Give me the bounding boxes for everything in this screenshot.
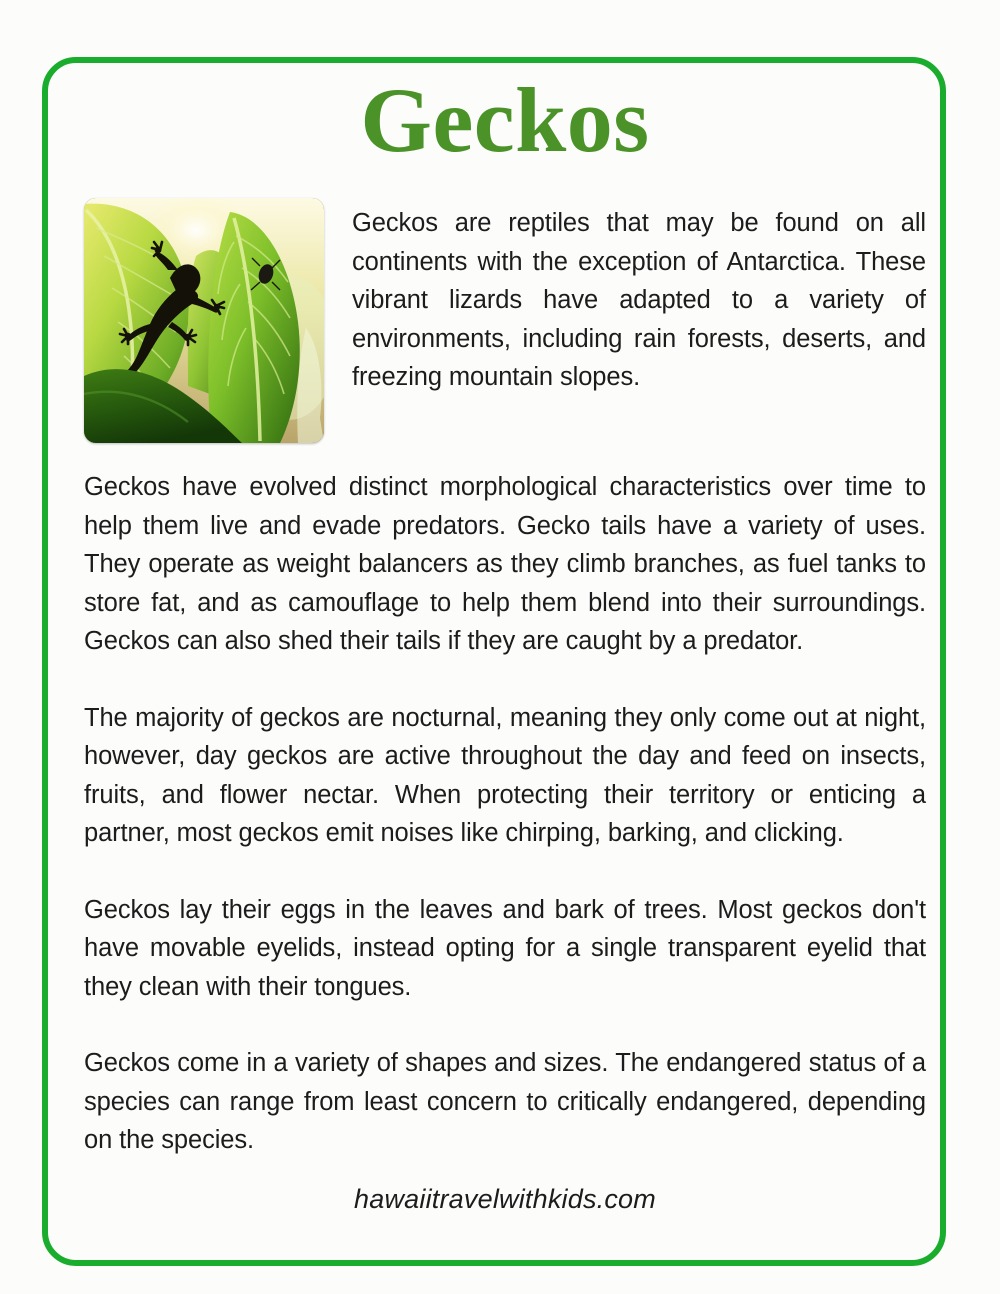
gecko-leaf-illustration <box>84 198 324 443</box>
intro-paragraph: Geckos are reptiles that may be found on all continents with the exception of Antarctica. These vibrant lizards have adapted to a variety of environments, including rain forests, deserts, and freezing mountain slopes. <box>352 209 926 391</box>
spacer <box>84 1006 926 1044</box>
paragraph-2: Geckos have evolved distinct morphological characteristics over time to help them live and evade predators. Gecko tails have a variety of uses. They operate as weight balancers as they climb branches, as fuel tanks to store fat, and as camouflage to help them blend into their surroundings. Geckos can also shed their tails if they are caught by a predator. <box>84 473 926 655</box>
spacer <box>84 442 926 468</box>
source-attribution: hawaiitravelwithkids.com <box>354 1183 656 1214</box>
page-title: Geckos <box>360 69 650 171</box>
intro-block <box>84 192 926 442</box>
page-content <box>84 69 926 1252</box>
gecko-on-leaf-photo <box>84 198 324 443</box>
paragraph-5: Geckos come in a variety of shapes and sizes. The endangered status of a species can range from least concern to critically endangered, depending on the species. <box>84 1049 926 1154</box>
spacer <box>84 853 926 891</box>
paragraph-3: The majority of geckos are nocturnal, meaning they only come out at night, however, day geckos are active throughout the day and feed on insects, fruits, and flower nectar. When protecting their territory or enticing a partner, most geckos emit noises like chirping, barking, and clicking. <box>84 703 926 847</box>
spacer <box>84 661 926 699</box>
paragraph-4: Geckos lay their eggs in the leaves and bark of trees. Most geckos don't have movable eyelids, instead opting for a single transparent eyelid that they clean with their tongues. <box>84 895 926 1001</box>
